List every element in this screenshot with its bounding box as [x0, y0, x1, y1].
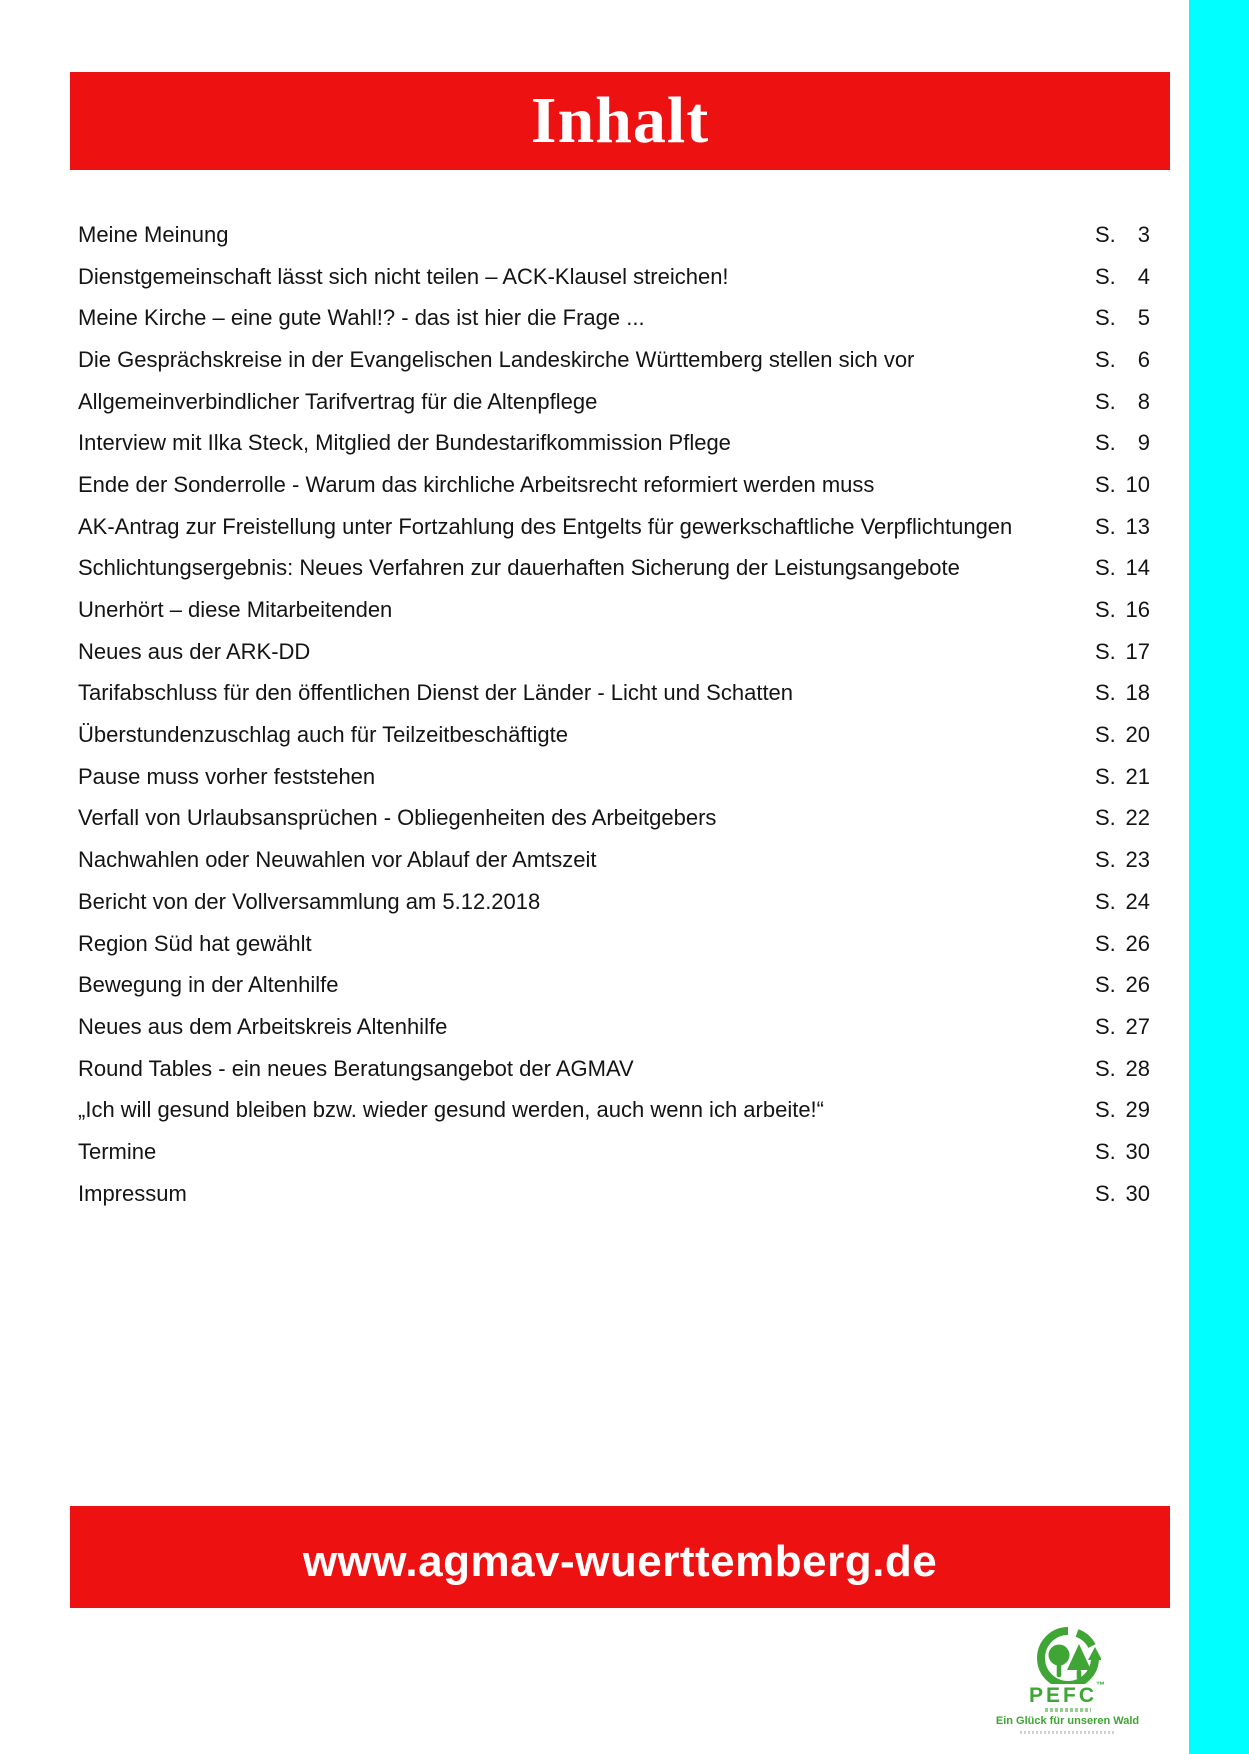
toc-entry-page	[1095, 1181, 1150, 1207]
toc-entry-page	[1095, 680, 1150, 706]
toc-entry-title: Interview mit Ilka Steck, Mitglied der Bundestarifkommission Pflege	[78, 430, 731, 456]
toc-entry-title: Schlichtungsergebnis: Neues Verfahren zur dauerhaften Sicherung der Leistungsangebote	[78, 555, 960, 581]
toc-entry-page	[1095, 1056, 1150, 1082]
toc-entry-page	[1095, 264, 1150, 290]
page-prefix: S.	[1095, 430, 1116, 456]
toc-row	[78, 589, 1150, 631]
toc-row	[78, 1006, 1150, 1048]
page-prefix: S.	[1095, 263, 1116, 289]
page-prefix: S.	[1095, 680, 1116, 706]
page-number: 9	[1137, 430, 1150, 456]
toc-row	[78, 798, 1150, 840]
toc-entry-page	[1095, 430, 1150, 456]
pefc-footer-microtext	[1020, 1731, 1116, 1734]
toc-entry-page	[1095, 597, 1150, 623]
toc-entry-title: Überstundenzuschlag auch für Teilzeitbeschäftigte	[78, 722, 569, 748]
toc-row	[78, 381, 1150, 423]
toc-row	[78, 1173, 1150, 1215]
page-prefix: S.	[1095, 555, 1116, 581]
toc-row	[78, 756, 1150, 798]
header-banner	[70, 72, 1170, 170]
toc-entry-page	[1095, 1014, 1150, 1040]
toc-row	[78, 506, 1150, 548]
trademark-symbol: ™	[1096, 1680, 1105, 1690]
toc-row	[78, 1048, 1150, 1090]
toc-entry-title: Unerhört – diese Mitarbeitenden	[78, 597, 393, 623]
toc-entry-title: Bericht von der Vollversammlung am 5.12.2018	[78, 888, 541, 914]
toc-entry-page	[1095, 722, 1150, 748]
page-prefix: S.	[1095, 930, 1116, 956]
page-number: 3	[1137, 221, 1150, 247]
toc-entry-title: Allgemeinverbindlicher Tarifvertrag für die Altenpflege	[78, 388, 598, 414]
toc-entry-title: Pause muss vorher feststehen	[78, 763, 376, 789]
toc-row	[78, 422, 1150, 464]
toc-row	[78, 339, 1150, 381]
toc-row	[78, 839, 1150, 881]
page-number: 20	[1125, 722, 1150, 748]
toc-entry-page	[1095, 1097, 1150, 1123]
page-number: 5	[1137, 305, 1150, 331]
page-number: 28	[1125, 1055, 1150, 1081]
toc-entry-title: Region Süd hat gewählt	[78, 930, 312, 956]
footer-banner	[70, 1506, 1170, 1608]
page-number: 30	[1125, 1180, 1150, 1206]
toc-row	[78, 256, 1150, 298]
toc-entry-page	[1095, 347, 1150, 373]
toc-entry-page	[1095, 222, 1150, 248]
toc-entry-page	[1095, 847, 1150, 873]
page-number: 4	[1137, 263, 1150, 289]
toc-row	[78, 673, 1150, 715]
page-number: 26	[1125, 930, 1150, 956]
page-number: 14	[1125, 555, 1150, 581]
pefc-tagline: Ein Glück für unseren Wald	[995, 1715, 1140, 1727]
toc-entry-title: Round Tables - ein neues Beratungsangebot der AGMAV	[78, 1055, 634, 1081]
page-prefix: S.	[1095, 1138, 1116, 1164]
pefc-logo	[995, 1626, 1140, 1734]
page-number: 29	[1125, 1097, 1150, 1123]
page-number: 24	[1125, 888, 1150, 914]
footer-url-link[interactable]: www.agmav-wuerttemberg.de	[302, 1537, 938, 1586]
page-prefix: S.	[1095, 1013, 1116, 1039]
page-prefix: S.	[1095, 1097, 1116, 1123]
toc-entry-title: „Ich will gesund bleiben bzw. wieder gesund werden, auch wenn ich arbeite!“	[78, 1097, 824, 1123]
toc-entry-title: Meine Kirche – eine gute Wahl!? - das ist hier die Frage ...	[78, 305, 645, 331]
page-number: 21	[1125, 763, 1150, 789]
page-title: Inhalt	[530, 84, 710, 157]
page-number: 27	[1125, 1013, 1150, 1039]
page-prefix: S.	[1095, 513, 1116, 539]
toc-row	[78, 464, 1150, 506]
toc-entry-page	[1095, 889, 1150, 915]
toc-row	[78, 1089, 1150, 1131]
toc-entry-title: Impressum	[78, 1180, 187, 1206]
toc-entry-page	[1095, 972, 1150, 998]
toc-entry-title: Tarifabschluss für den öffentlichen Dienst der Länder - Licht und Schatten	[78, 680, 794, 706]
pefc-trees-icon	[1035, 1626, 1101, 1684]
right-edge-strip	[1189, 0, 1249, 1754]
toc-row	[78, 923, 1150, 965]
page-prefix: S.	[1095, 763, 1116, 789]
toc-entry-title: Meine Meinung	[78, 221, 229, 247]
page-number: 30	[1125, 1138, 1150, 1164]
toc-row	[78, 714, 1150, 756]
toc-row	[78, 548, 1150, 590]
page-number: 26	[1125, 972, 1150, 998]
toc-entry-page	[1095, 305, 1150, 331]
page-number: 18	[1125, 680, 1150, 706]
page-number: 23	[1125, 847, 1150, 873]
page-number: 17	[1125, 638, 1150, 664]
toc-entry-title: Nachwahlen oder Neuwahlen vor Ablauf der Amtszeit	[78, 847, 597, 873]
page-prefix: S.	[1095, 847, 1116, 873]
toc-row	[78, 964, 1150, 1006]
toc-row	[78, 1131, 1150, 1173]
page-prefix: S.	[1095, 221, 1116, 247]
toc-entry-title: Die Gesprächskreise in der Evangelischen Landeskirche Württemberg stellen sich vor	[78, 346, 915, 372]
page-prefix: S.	[1095, 638, 1116, 664]
page-number: 6	[1137, 346, 1150, 372]
toc-entry-title: Bewegung in der Altenhilfe	[78, 972, 339, 998]
page-prefix: S.	[1095, 597, 1116, 623]
pefc-wordmark: PEFC™	[1028, 1680, 1105, 1707]
toc-entry-page	[1095, 472, 1150, 498]
page-number: 22	[1125, 805, 1150, 831]
page-number: 8	[1137, 388, 1150, 414]
pefc-certification-microtext	[1045, 1708, 1091, 1712]
toc-row	[78, 631, 1150, 673]
page-prefix: S.	[1095, 1055, 1116, 1081]
page-number: 16	[1125, 597, 1150, 623]
toc-entry-title: Neues aus dem Arbeitskreis Altenhilfe	[78, 1013, 448, 1039]
toc-row	[78, 881, 1150, 923]
table-of-contents	[78, 214, 1150, 1215]
toc-entry-page	[1095, 639, 1150, 665]
toc-entry-page	[1095, 514, 1150, 540]
toc-row	[78, 214, 1150, 256]
toc-entry-page	[1095, 389, 1150, 415]
page-prefix: S.	[1095, 471, 1116, 497]
page-prefix: S.	[1095, 722, 1116, 748]
toc-entry-page	[1095, 555, 1150, 581]
toc-row	[78, 297, 1150, 339]
toc-entry-title: Dienstgemeinschaft lässt sich nicht teilen – ACK-Klausel streichen!	[78, 263, 729, 289]
toc-entry-title: AK-Antrag zur Freistellung unter Fortzahlung des Entgelts für gewerkschaftliche Verpflichtungen	[78, 513, 1013, 539]
page-number: 13	[1125, 513, 1150, 539]
page-prefix: S.	[1095, 805, 1116, 831]
page-prefix: S.	[1095, 346, 1116, 372]
page-prefix: S.	[1095, 888, 1116, 914]
page-number: 10	[1125, 471, 1150, 497]
toc-entry-page	[1095, 805, 1150, 831]
toc-entry-page	[1095, 764, 1150, 790]
toc-entry-title: Ende der Sonderrolle - Warum das kirchliche Arbeitsrecht reformiert werden muss	[78, 471, 875, 497]
page-prefix: S.	[1095, 972, 1116, 998]
page-prefix: S.	[1095, 388, 1116, 414]
page-prefix: S.	[1095, 305, 1116, 331]
toc-entry-page	[1095, 1139, 1150, 1165]
toc-entry-title: Verfall von Urlaubsansprüchen - Obliegenheiten des Arbeitgebers	[78, 805, 717, 831]
toc-entry-title: Termine	[78, 1138, 157, 1164]
page-prefix: S.	[1095, 1180, 1116, 1206]
toc-entry-page	[1095, 931, 1150, 957]
toc-entry-title: Neues aus der ARK-DD	[78, 638, 311, 664]
